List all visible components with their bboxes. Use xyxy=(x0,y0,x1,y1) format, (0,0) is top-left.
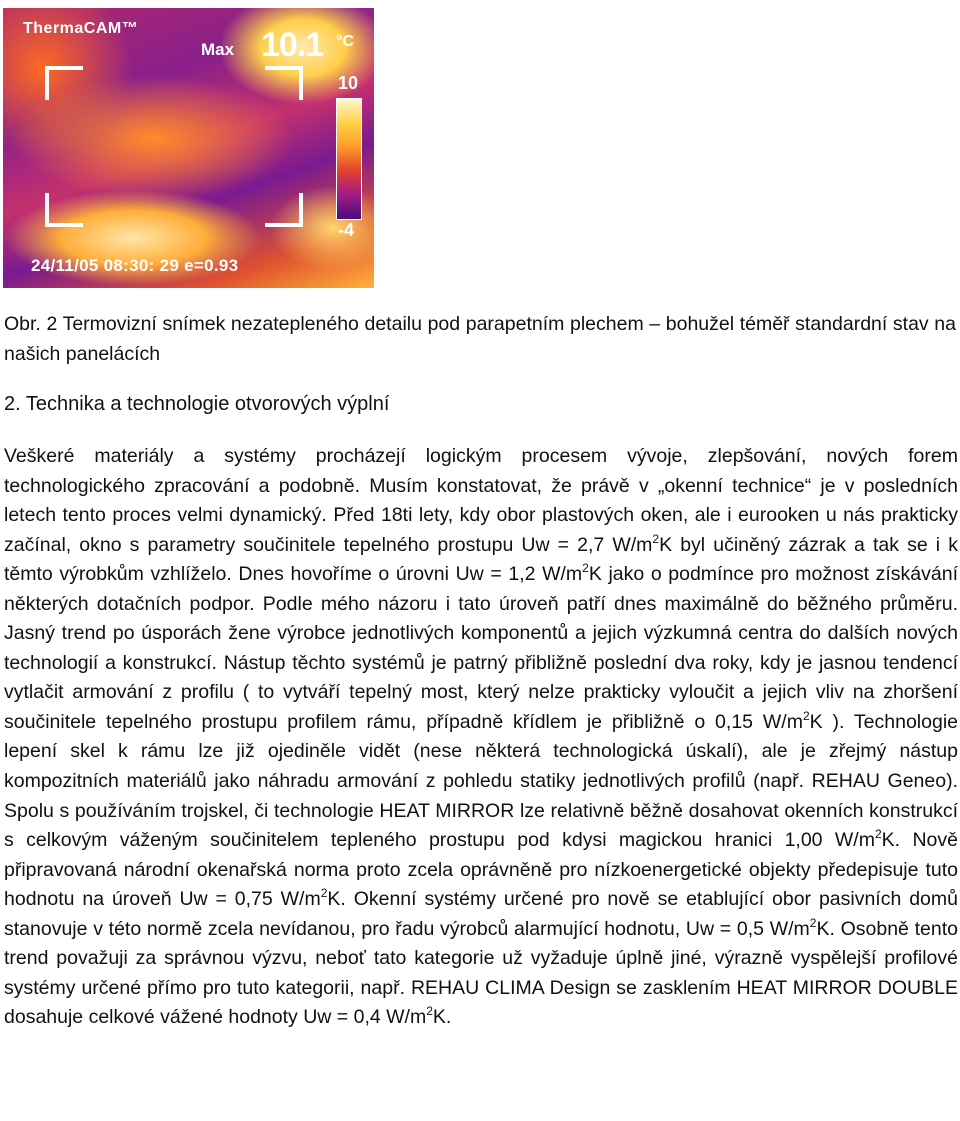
section-heading: 2. Technika a technologie otvorových výplní xyxy=(4,393,390,415)
timestamp-emissivity-label: 24/11/05 08:30: 29 e=0.93 xyxy=(31,256,239,275)
max-temperature-value: 10.1 xyxy=(261,26,324,64)
body-text-6: K. Okenní systémy určené pro nově se etablující obor pasivních domů stanovuje v této normě zcela nevídanou, pro řadu výrobců alarmující hodnotu, Uw = 0,5 W/m xyxy=(4,888,958,940)
body-text-4: K ). Technologie lepení skel k rámu lze již ojediněle vidět (nese některá technologická úskalí), ale je zřejmý nástup kompozitních materiálů jako náhradu armování z pohledu statiky jednotlivých profilů (např. REHAU Geneo). Spolu s používáním trojskel, či technologie HEAT MIRROR lze relativně běžně dosahovat okenních konstrukcí s celkovým váženým součinitelem tepleného prostupu pod kdysi magickou hranici 1,00 W/m xyxy=(4,710,958,852)
scale-min-label: -4 xyxy=(338,220,355,240)
temperature-scale-bar xyxy=(336,98,362,220)
body-text-7: K. Osobně tento trend považuji za správnou výzvu, neboť tato kategorie už vyžaduje úplně jiné, výrazně vyspělejší profilové systémy určené přímo pro tuto kategorii, např. REHAU CLIMA Design se zasklením HEAT MIRROR DOUBLE dosahuje celkové vážené hodnoty Uw = 0,4 W/m xyxy=(4,917,958,1029)
body-text-8: K. xyxy=(432,1006,452,1029)
max-label: Max xyxy=(201,40,235,59)
focus-bracket-top-left xyxy=(45,66,83,100)
focus-bracket-top-right xyxy=(265,66,303,100)
temperature-unit: °C xyxy=(336,33,354,50)
body-paragraph xyxy=(4,442,958,1033)
superscript: 2 xyxy=(802,708,810,723)
focus-bracket-bottom-left xyxy=(45,193,83,227)
thermal-image xyxy=(3,8,374,288)
focus-bracket-bottom-right xyxy=(265,193,303,227)
body-text-5: K. Nově připravovaná národní okenařská norma proto zcela oprávněně pro nízkoenergetické objekty předepisuje tuto hodnotu na úroveň Uw = 0,75 W/m xyxy=(4,829,958,911)
body-text-2: K byl učiněný zázrak a tak se i k těmto výrobkům vzhlíželo. Dnes hovoříme o úrovni Uw = 1,2 W/m xyxy=(4,533,958,586)
superscript: 2 xyxy=(426,1004,433,1019)
camera-brand-label: ThermaCAM™ xyxy=(23,20,139,37)
superscript: 2 xyxy=(320,886,328,901)
superscript: 2 xyxy=(874,827,882,842)
superscript: 2 xyxy=(652,531,660,546)
scale-max-label: 10 xyxy=(338,73,359,93)
figure-caption: Obr. 2 Termovizní snímek nezatepleného detailu pod parapetním plechem – bohužel téměř standardní stav na našich panelácích xyxy=(4,313,956,365)
body-text-3: K jako o podmínce pro možnost získávání některých dotačních podpor. Podle mého názoru i tato úroveň patří dnes maximálně do běžného průměru. Jasný trend po úsporách žene výrobce jednotlivých komponentů a jejich výzkumná centra do dalších nových technologií a konstrukcí. Nástup těchto systémů je patrný přibližně poslední dva roky, kdy je jasnou tendencí vytlačit armování z profilu ( to vytváří tepelný most, který nelze prakticky vyloučit a jejich vliv na zhoršení součinitele tepelného prostupu profilem rámu, případně křídlem je přibližně o 0,15 W/m xyxy=(4,563,958,733)
superscript: 2 xyxy=(582,561,589,576)
body-text-1: Veškeré materiály a systémy procházejí logickým procesem vývoje, zlepšování, nových forem technologického zpracování a podobně. Musím konstatovat, že právě v „okenní technice“ je v posledních letech tento proces velmi dynamický. Před 18ti lety, kdy obor plastových oken, ale i eurooken u nás prakticky začínal, okno s parametry součinitele tepelného prostupu Uw = 2,7 W/m xyxy=(4,445,958,556)
superscript: 2 xyxy=(809,915,817,930)
